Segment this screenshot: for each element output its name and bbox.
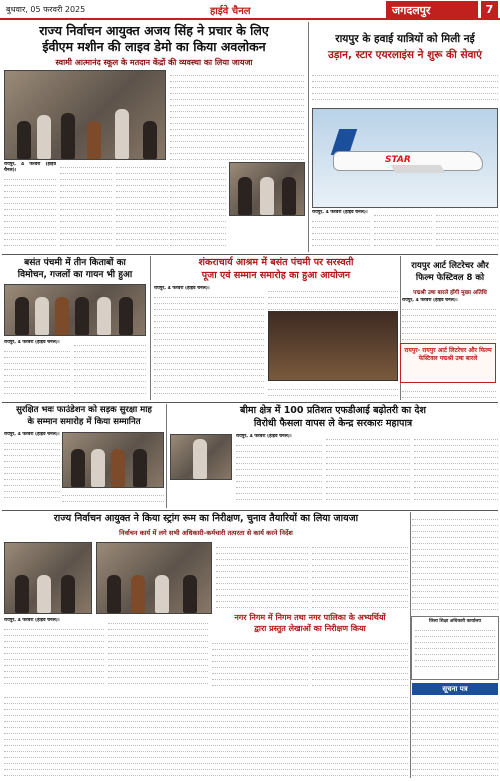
evm-headline-line1: राज्य निर्वाचन आयुक्त अजय सिंह ने प्रचार के लिए [39,23,269,38]
page-bottom-text [4,692,408,778]
strongroom-body-col4 [108,618,208,688]
strongroom-body-col1 [216,542,308,612]
strongroom-inspection-photo-1 [4,542,92,614]
page-number: 7 [480,1,498,18]
issue-date: बुधवार, 05 फरवरी 2025 [6,5,86,14]
foundation-dateline: रायपुर, 4 फरवरी (हाईवे चैनल)। [4,432,60,437]
strongroom-body-col3 [4,618,104,688]
airport-article-lead [312,70,498,104]
ashram-body-bottom [268,384,398,400]
basant-body-col1 [4,340,70,400]
evm-dateline: रायपुर, 4 फरवरी (हाईवे चैनल)। [4,162,56,173]
evm-article-body-col4 [170,162,226,250]
evm-article-body-col2 [60,162,112,250]
notice-body [412,698,498,778]
airport-headline-line1: रायपुर के हवाई यात्रियों को मिली नई [335,33,475,45]
insurance-body-col1 [236,434,322,506]
strongroom-body-col2 [312,542,408,612]
evm-subheadline: स्वामी आत्मानंद स्कूल के मतदान केंद्रों की व्यवस्था का लिया जायजा [55,58,253,67]
foundation-headline-line2: के सम्मान समारोह में किया सम्मानित [27,417,141,427]
strongroom-headline: राज्य निर्वाचन आयुक्त ने किया स्ट्रांग रूम का निरीक्षण, चुनाव तैयारियों का लिया जायजा [53,513,359,524]
filmfest-subheadline: पद्मश्री उषा बारले होंगी मुख्य अतिथि [413,290,487,296]
evm-article-body-col1 [4,162,56,250]
nomination-headline-line1: नगर निगम में निगम तथा नगर पालिका के अभ्यर्थियों [234,613,386,622]
foundation-body-col1 [4,432,60,506]
evm-demo-photo [4,70,166,160]
airport-headline-line2: उड़ान, स्टार एयरलाइंस ने शुरू की सेवाएं [328,49,482,61]
evm-officials-photo [229,162,305,216]
notice-title: सूचना पत्र [412,683,498,695]
nomination-body-col1 [212,638,308,688]
insurance-body-col3 [414,434,498,506]
ashram-headline-line1: शंकराचार्य आश्रम में बसंत पंचमी पर सरस्वती [198,257,354,268]
evm-article-body-right [170,70,304,160]
ashram-body-col1 [154,286,264,398]
airport-dateline: रायपुर, 4 फरवरी (हाईवे चैनल)। [312,210,368,215]
insurance-headline-line1: बीमा क्षेत्र में 100 प्रतिशत एफडीआई बढ़ोतरी का देश [240,405,426,416]
airline-aircraft-photo: STAR [312,108,498,208]
foundation-body-col2 [62,490,164,506]
foundation-headline-line1: सुरक्षित भवः फाउंडेशन को सड़क सुरक्षा माह [16,405,152,415]
ashram-body-top-right [268,286,398,310]
filmfest-headline-line2: फिल्म फेस्टिवल 8 को [415,273,485,283]
filmfest-quote-box: रायपुर- रायपुर आर्ट लिटरेचर और फिल्म फेस्टिवल पद्मश्री उषा बारले [400,343,496,383]
insurance-headline-line2: विरोधी फैसला वापस ले केन्द्र सरकारः महापात्र [253,418,413,429]
basant-headline-line1: बसंत पंचमी में तीन किताबों का [24,258,126,268]
nomination-headline-line2: द्वारा प्रस्तुत लेखाओं का निरीक्षण किया [254,624,366,633]
basant-dateline: रायपुर, 4 फरवरी (हाईवे चैनल)। [4,340,60,345]
foundation-award-photo [62,432,164,488]
evm-headline-line2: ईवीएम मशीन की लाइव डेमो का किया अवलोकन [42,39,266,54]
strongroom-dateline: रायपुर, 4 फरवरी (हाईवे चैनल)। [4,618,60,623]
newspaper-brand: हाईवे चैनल [210,6,251,17]
filmfest-body-bottom [402,386,496,400]
airport-body-col1 [312,210,370,252]
nomination-body-col2 [312,638,408,688]
ashram-dateline: रायपुर, 4 फरवरी (हाईवे चैनल)। [154,286,210,291]
insurance-continued-column [412,514,498,614]
airport-body-col3 [436,210,498,252]
saraswati-puja-photo [268,311,398,381]
strongroom-subheadline: निर्वाचन कार्य में लगे सभी अधिकारी-कर्मचारी तत्परता से कार्य करने निर्देश [119,529,293,537]
evm-article-body-col3 [116,162,168,250]
filmfest-body [402,298,496,342]
airport-body-col2 [374,210,432,252]
book-launch-photo [4,284,146,336]
insurance-body-col2 [326,434,410,506]
basant-body-col2 [74,340,146,400]
notice-box-heading: जिला शिक्षा अधिकारी कार्यालय [428,619,482,624]
insurance-dateline: रायपुर, 4 फरवरी (हाईवे चैनल)। [236,434,292,439]
insurance-speaker-photo [170,434,232,480]
page-masthead [0,0,500,20]
basant-headline-line2: विमोचन, गजलों का गायन भी हुआ [17,270,133,280]
edition-city: जगदलपुर [386,1,478,18]
ashram-headline-line2: पूजा एवं सम्मान समारोह का हुआ आयोजन [201,270,351,281]
filmfest-dateline: रायपुर, 4 फरवरी (हाईवे चैनल)। [402,298,458,303]
filmfest-headline-line1: रायपुर आर्ट लिटरेचर और [411,261,489,271]
notice-box [411,616,499,680]
strongroom-inspection-photo-2 [96,542,212,614]
